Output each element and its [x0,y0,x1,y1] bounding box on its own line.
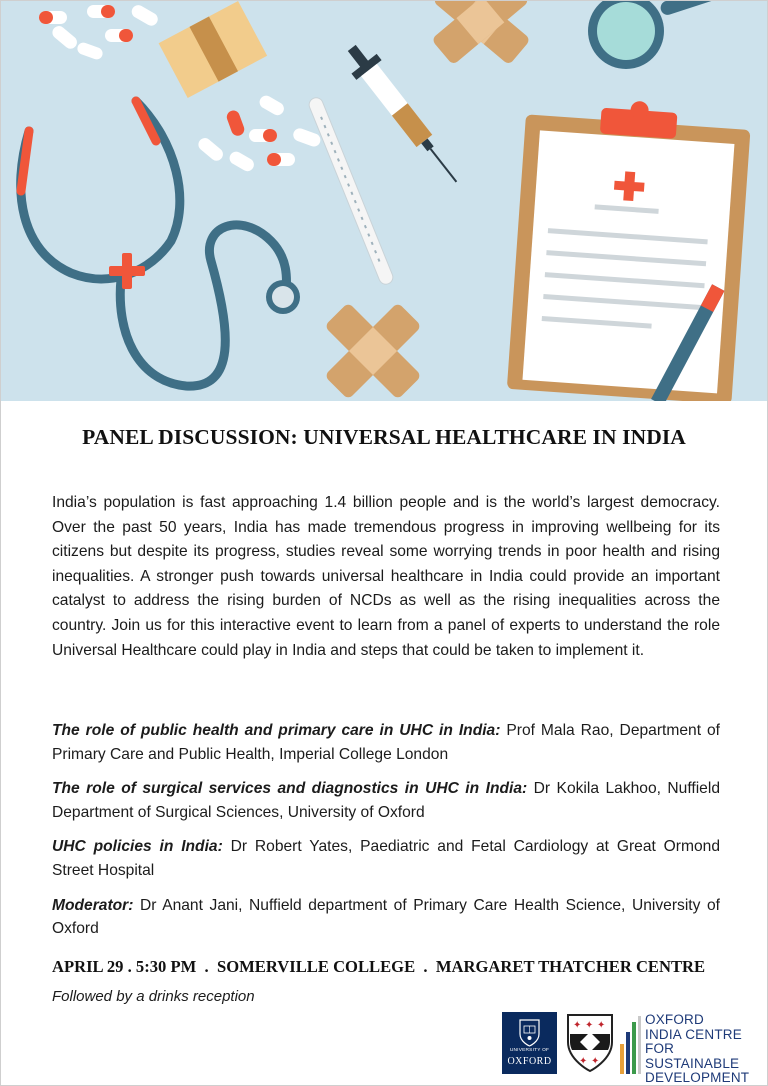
event-details: APRIL 29 . 5:30 PM . SOMERVILLE COLLEGE . MARGARET THATCHER CENTRE [52,957,706,976]
speaker-details: Prof Mala Rao, Department of Primary Care and Public Health, Imperial College London [52,722,720,763]
centre-line-3: FOR SUSTAINABLE [645,1041,740,1071]
svg-text:✦: ✦ [585,1020,594,1031]
speaker-details: Dr Anant Jani, Nuffield department of Primary Care Health Science, University of Oxford [52,896,720,938]
centre-bars-icon [620,1016,642,1074]
intro-paragraph: India’s population is fast approaching 1.4 billion people and is the world’s largest democracy. Over the past 50 years, India has made tremendous progress in improving wellbeing for its citizens but despite its progress, studies reveal some worrying trends in poor health and rising inequalities. A stronger push towards universal healthcare in India could provide an important catalyst to address the rising burden of NCDs as well as the rising inequalities across the country. Join us for this interactive event to learn from a panel of experts to understand the role Universal Healthcare could play in India and steps that could be taken to implement it. [52,494,720,659]
speaker-item [52,777,720,824]
svg-text:✦: ✦ [579,1056,588,1067]
svg-text:✦: ✦ [597,1020,606,1031]
oxford-small-text: UNIVERSITY OF [509,1048,550,1053]
svg-text:✦: ✦ [591,1056,600,1067]
poster-title: PANEL DISCUSSION: UNIVERSAL HEALTHCARE IN INDIA [82,425,686,449]
speaker-topic: Moderator: [52,896,134,914]
speaker-topic: The role of public health and primary care in UHC in India: [52,722,501,739]
centre-line-4: DEVELOPMENT [645,1070,750,1085]
oxford-university-logo [502,1012,557,1074]
speaker-topic: UHC policies in India: [52,838,223,856]
speaker-item [52,894,720,941]
clipboard-icon [507,93,752,401]
speaker-item [52,719,720,766]
reception-note: Followed by a drinks reception [52,988,255,1005]
centre-line-2: INDIA CENTRE [645,1026,742,1042]
college-crest-logo [564,1012,616,1074]
hero-illustration [1,1,767,401]
speaker-topic: The role of surgical services and diagnostics in UHC in India: [52,780,528,798]
centre-line-1: OXFORD [645,1012,704,1027]
speaker-item [52,835,720,882]
sponsor-logos [502,1012,764,1085]
speaker-details: Dr Robert Yates, Paediatric and Fetal Cardiology at Great Ormond Street Hospital [52,838,720,879]
oxford-big-text: OXFORD [507,1056,552,1067]
svg-text:✦: ✦ [573,1020,582,1031]
india-centre-logo [620,1012,764,1085]
speakers-list [52,719,720,952]
speaker-details: Dr Kokila Lakhoo, Nuffield Department of Surgical Sciences, University of Oxford [52,780,720,821]
